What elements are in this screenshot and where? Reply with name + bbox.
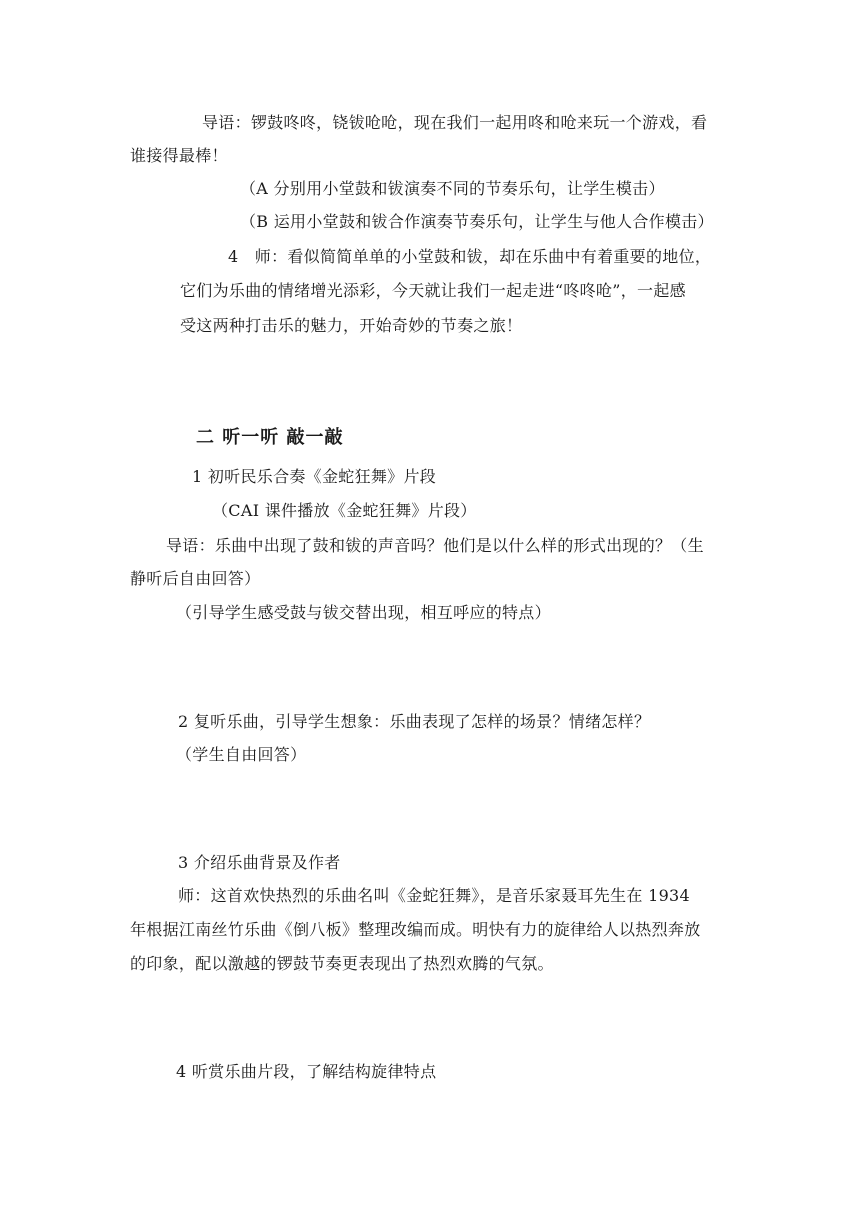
intro-note-a: （A 分别用小堂鼓和钹演奏不同的节奏乐句，让学生模击） <box>240 179 665 198</box>
item4-text: 4 听赏乐曲片段，了解结构旋律特点 <box>176 1062 437 1081</box>
intro-note-b: （B 运用小堂鼓和钹合作演奏节奏乐句，让学生与他人合作模击） <box>240 212 714 231</box>
intro-item4-line-1: 4 师：看似简简单单的小堂鼓和钹，却在乐曲中有着重要的地位， <box>228 247 712 266</box>
item3-line-1: 师：这首欢快热烈的乐曲名叫《金蛇狂舞》，是音乐家聂耳先生在 1934 <box>178 886 691 905</box>
intro-item4-line-3: 受这两种打击乐的魅力，开始奇妙的节奏之旅！ <box>180 316 523 335</box>
item2-note: （学生自由回答） <box>176 745 307 764</box>
item1-note: （CAI 课件播放《金蛇狂舞》片段） <box>212 501 477 520</box>
intro-guide-line-1: 导语：锣鼓咚咚，铙钹呛呛，现在我们一起用咚和呛来玩一个游戏，看 <box>202 113 708 132</box>
item3-text: 3 介绍乐曲背景及作者 <box>178 853 341 872</box>
guide-line-2: 静听后自由回答） <box>130 569 261 588</box>
intro-item4-line-2: 它们为乐曲的情绪增光添彩，今天就让我们一起走进“咚咚呛”，一起感 <box>180 281 686 300</box>
item1-text: 1 初听民乐合奏《金蛇狂舞》片段 <box>192 467 437 486</box>
item3-line-2: 年根据江南丝竹乐曲《倒八板》整理改编而成。明快有力的旋律给人以热烈奔放 <box>130 920 701 939</box>
section-heading: 二 听一听 敲一敲 <box>196 427 344 448</box>
guide-line-1: 导语：乐曲中出现了鼓和钹的声音吗？他们是以什么样的形式出现的？（生 <box>166 536 704 555</box>
item2-text: 2 复听乐曲，引导学生想象：乐曲表现了怎样的场景？情绪怎样？ <box>178 712 651 731</box>
intro-guide-line-2: 谁接得最棒！ <box>130 146 228 165</box>
item3-line-3: 的印象，配以激越的锣鼓节奏更表现出了热烈欢腾的气氛。 <box>130 954 554 973</box>
guide-note: （引导学生感受鼓与钹交替出现，相互呼应的特点） <box>176 603 551 622</box>
